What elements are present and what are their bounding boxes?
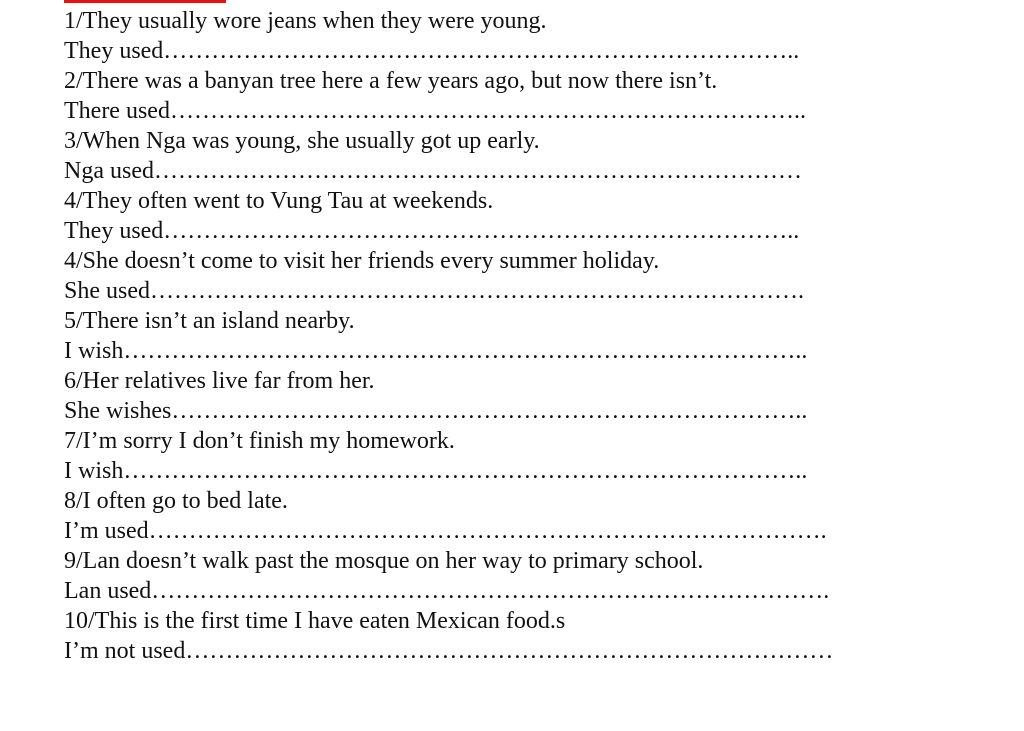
answer-8-line: I’m used…………………………………………………………………………. <box>64 518 827 544</box>
answer-4b-line: She used………………………………………………………………………. <box>64 278 804 304</box>
question-2-prompt: 2/There was a banyan tree here a few years ago, but now there isn’t. <box>64 68 718 94</box>
question-4b-prompt: 4/She doesn’t come to visit her friends every summer holiday. <box>64 248 660 274</box>
answer-3-line: Nga used……………………………………………………………………… <box>64 158 802 184</box>
question-1-prompt: 1/They usually wore jeans when they were young. <box>64 8 547 34</box>
question-8-prompt: 8/I often go to bed late. <box>64 488 288 514</box>
exercise-sheet <box>64 6 964 666</box>
answer-5-line: I wish………………………………………………………………………….. <box>64 338 808 364</box>
question-7-prompt: 7/I’m sorry I don’t finish my homework. <box>64 428 455 454</box>
question-5-prompt: 5/There isn’t an island nearby. <box>64 308 355 334</box>
answer-10-line: I’m not used……………………………………………………………………… <box>64 638 834 664</box>
red-title-underline <box>64 0 226 3</box>
answer-6-line: She wishes…………………………………………………………………….. <box>64 398 808 424</box>
question-6-prompt: 6/Her relatives live far from her. <box>64 368 375 394</box>
question-3-prompt: 3/When Nga was young, she usually got up early. <box>64 128 540 154</box>
answer-1-line: They used…………………………………………………………………….. <box>64 38 800 64</box>
answer-4a-line: They used…………………………………………………………………….. <box>64 218 800 244</box>
question-10-prompt: 10/This is the first time I have eaten Mexican food.s <box>64 608 566 634</box>
answer-7-line: I wish………………………………………………………………………….. <box>64 458 808 484</box>
question-9-prompt: 9/Lan doesn’t walk past the mosque on her way to primary school. <box>64 548 704 574</box>
answer-2-line: There used…………………………………………………………………….. <box>64 98 806 124</box>
question-4a-prompt: 4/They often went to Vung Tau at weekends. <box>64 188 494 214</box>
answer-9-line: Lan used…………………………………………………………………………. <box>64 578 830 604</box>
